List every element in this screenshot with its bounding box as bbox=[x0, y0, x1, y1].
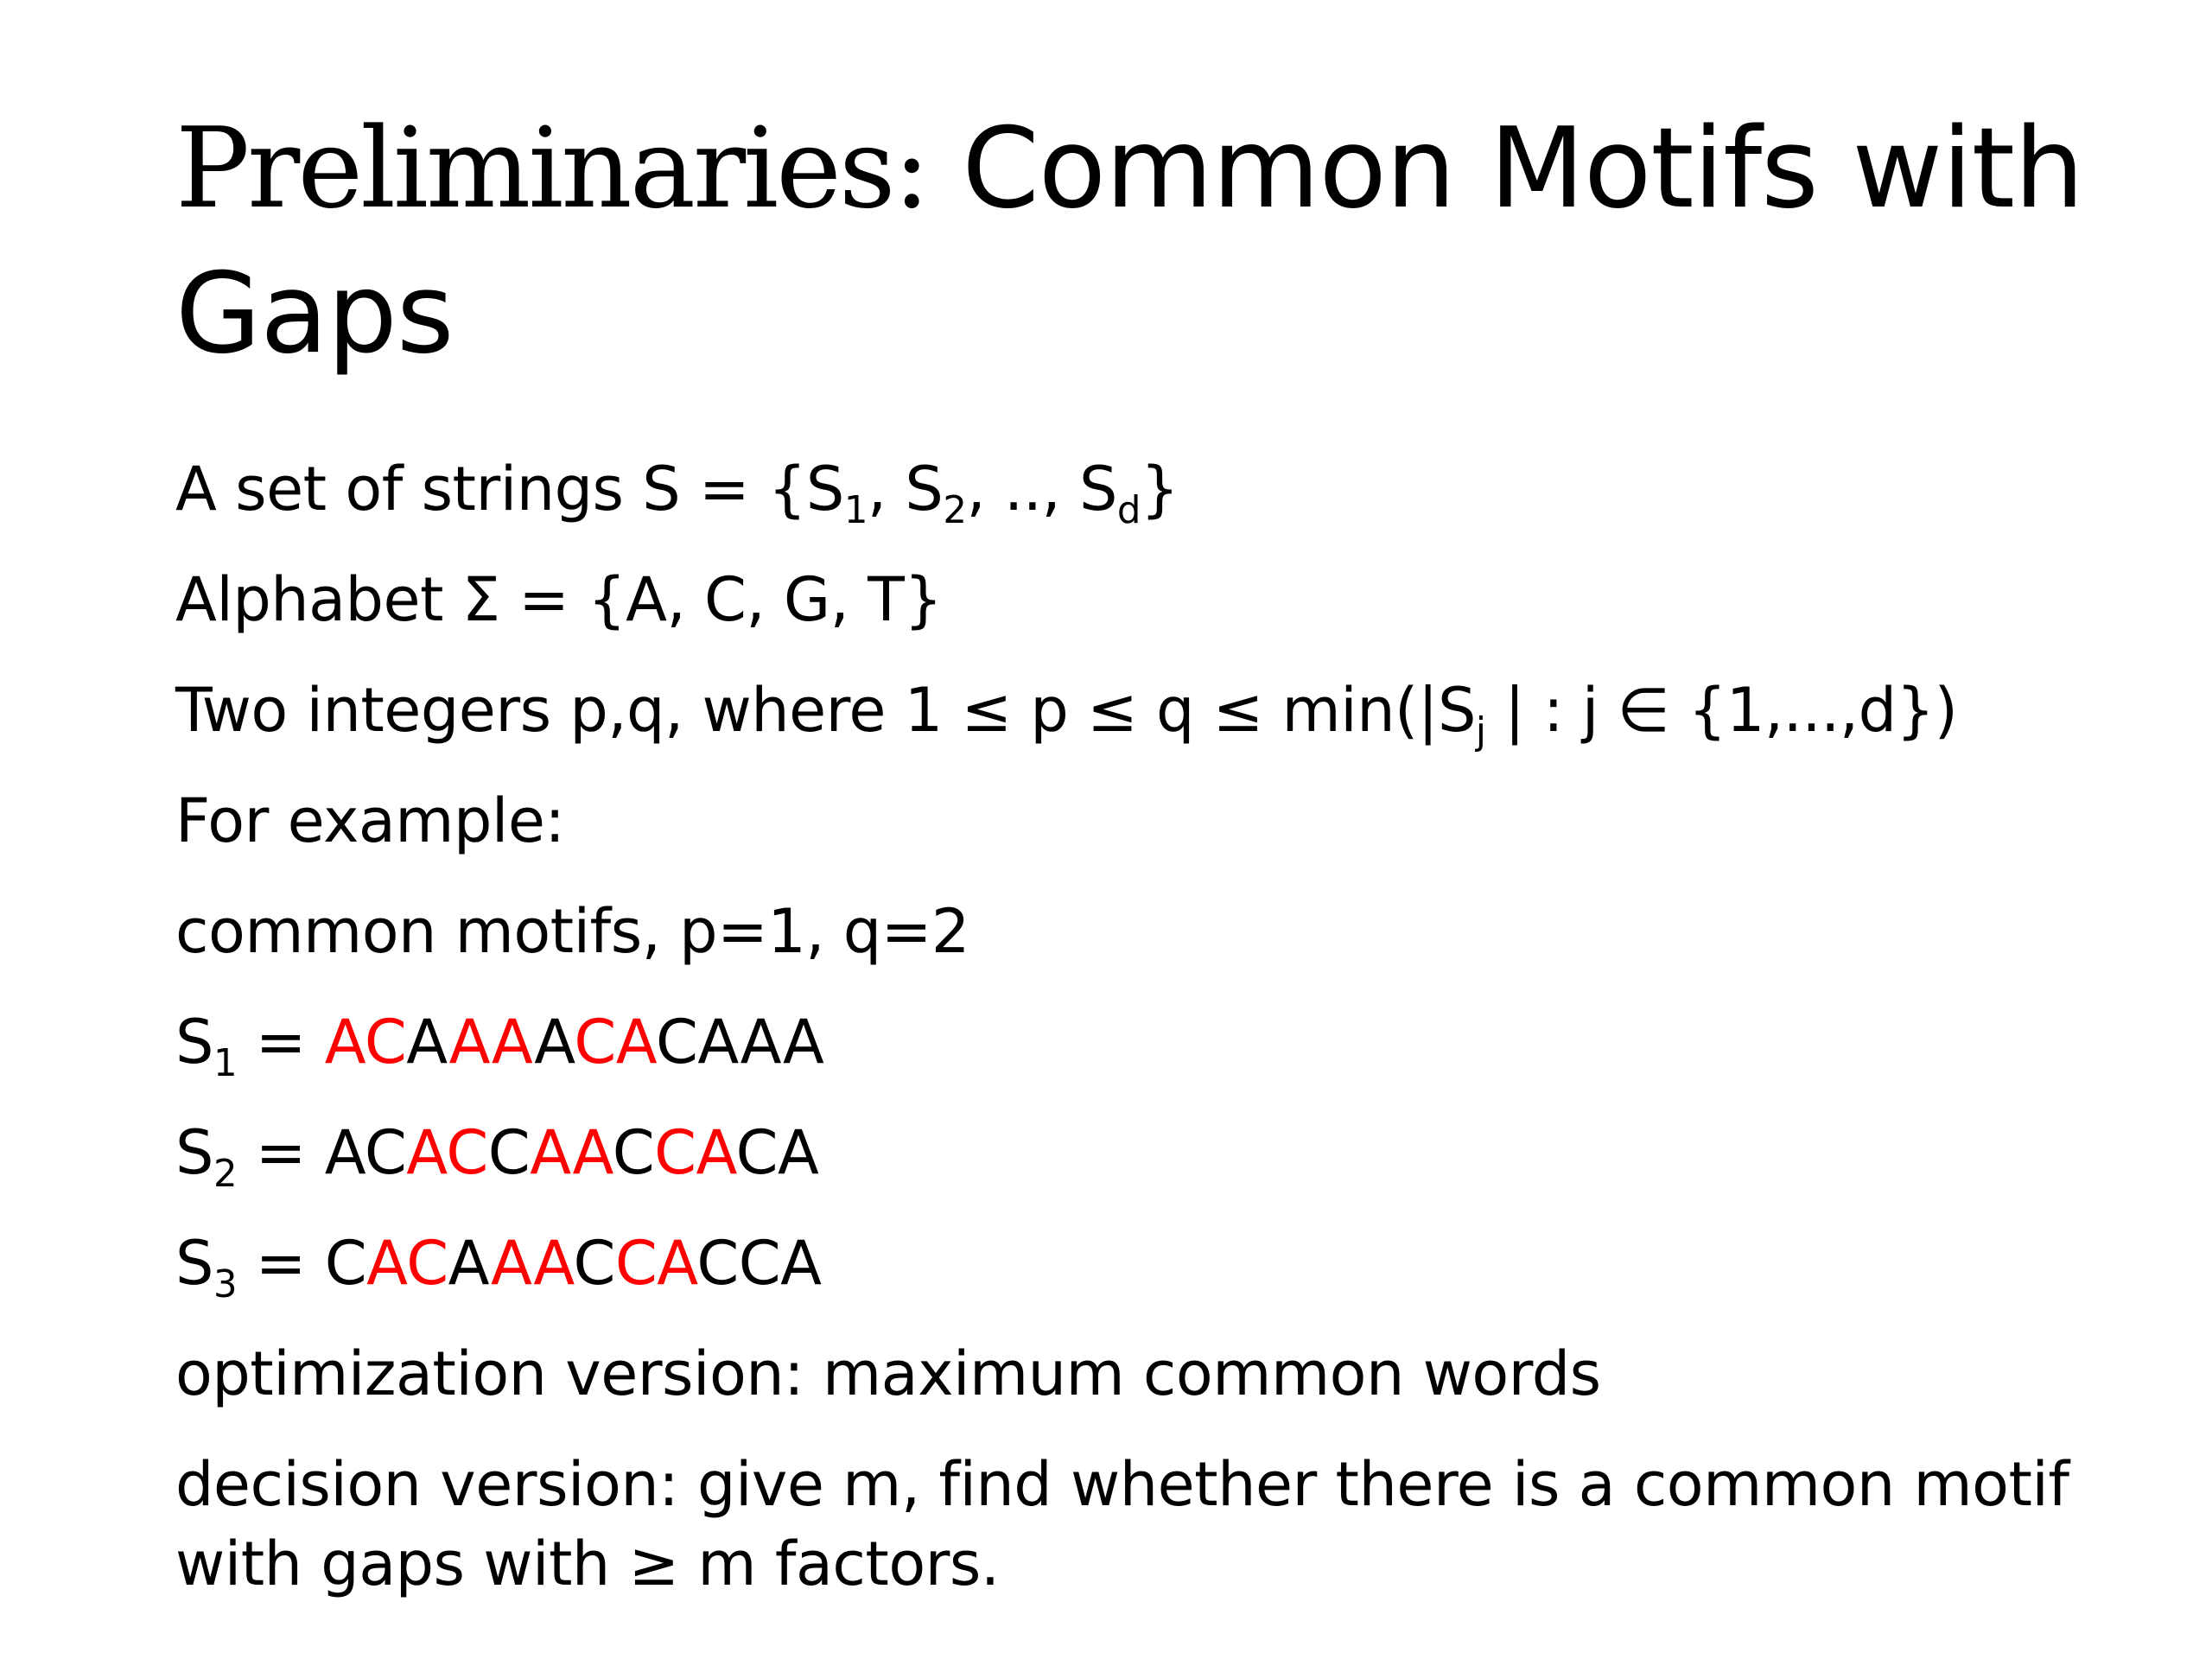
sequence-segment-highlighted: AA bbox=[530, 1117, 613, 1188]
s3-name: S bbox=[175, 1228, 213, 1299]
sequence-segment-highlighted: AA bbox=[448, 1007, 535, 1077]
s2-line bbox=[175, 1113, 819, 1197]
slide-title bbox=[175, 97, 2120, 387]
s2-equals: = bbox=[237, 1117, 325, 1188]
s3-sub: 3 bbox=[213, 1263, 238, 1307]
integers-line bbox=[175, 671, 1958, 754]
title-part-1: Preliminaries: bbox=[175, 105, 928, 233]
set-mid-1: , S bbox=[867, 454, 944, 524]
s1-equals: = bbox=[237, 1007, 325, 1077]
sequence-segment: CAAA bbox=[655, 1007, 824, 1077]
sequence-segment: CCA bbox=[696, 1228, 822, 1299]
sequence-segment: A bbox=[534, 1007, 575, 1077]
decision-line: decision version: give m, find whether there is a common motif with gaps with ≥ m factors. bbox=[175, 1449, 2069, 1599]
sequence-segment: A bbox=[406, 1007, 449, 1077]
set-sub-2: 2 bbox=[943, 489, 967, 533]
sequence-segment-highlighted: CA bbox=[654, 1117, 736, 1188]
sequence-segment: A bbox=[448, 1228, 491, 1299]
sequence-segment: C bbox=[573, 1228, 615, 1299]
integers-prefix: Two integers p,q, where 1 ≤ p ≤ q ≤ min(|S bbox=[175, 675, 1476, 746]
s2-sub: 2 bbox=[213, 1153, 238, 1197]
motifs-line: common motifs, p=1, q=2 bbox=[175, 896, 969, 967]
integers-suffix: | : j ∈ {1,...,d}) bbox=[1485, 675, 1958, 746]
title-part-2: Common Motifs with Gaps bbox=[175, 105, 2084, 378]
set-mid-2: , .., S bbox=[966, 454, 1117, 524]
s1-line bbox=[175, 1002, 824, 1086]
optimization-line: optimization version: maximum common words bbox=[175, 1338, 1601, 1409]
set-sub-d: d bbox=[1116, 489, 1141, 533]
s1-sequence bbox=[325, 1007, 824, 1077]
s3-equals: = bbox=[237, 1228, 325, 1299]
sequence-segment: AC bbox=[324, 1117, 407, 1188]
sequence-segment-highlighted: AC bbox=[406, 1117, 488, 1188]
set-suffix: } bbox=[1140, 454, 1179, 524]
set-sub-1: 1 bbox=[843, 489, 868, 533]
s1-name: S bbox=[175, 1007, 213, 1077]
sequence-segment: C bbox=[487, 1117, 531, 1188]
sequence-segment-highlighted: CA bbox=[614, 1228, 697, 1299]
alphabet-line: Alphabet Σ = {A, C, G, T} bbox=[175, 564, 943, 635]
s1-sub: 1 bbox=[213, 1042, 238, 1086]
sequence-segment-highlighted: CA bbox=[574, 1007, 656, 1077]
set-prefix: A set of strings S = {S bbox=[175, 454, 844, 524]
sequence-segment: C bbox=[324, 1228, 367, 1299]
s2-sequence bbox=[325, 1117, 819, 1188]
s3-line bbox=[175, 1224, 822, 1307]
sequence-segment-highlighted: AC bbox=[324, 1007, 407, 1077]
sequence-segment-highlighted: AC bbox=[366, 1228, 448, 1299]
sequence-segment: C bbox=[612, 1117, 655, 1188]
integers-sub-j: j bbox=[1475, 710, 1486, 754]
s3-sequence bbox=[325, 1228, 822, 1299]
s2-name: S bbox=[175, 1117, 213, 1188]
set-of-strings-line bbox=[175, 449, 1179, 533]
example-line: For example: bbox=[175, 785, 565, 856]
sequence-segment: CA bbox=[735, 1117, 819, 1188]
sequence-segment-highlighted: AA bbox=[490, 1228, 574, 1299]
